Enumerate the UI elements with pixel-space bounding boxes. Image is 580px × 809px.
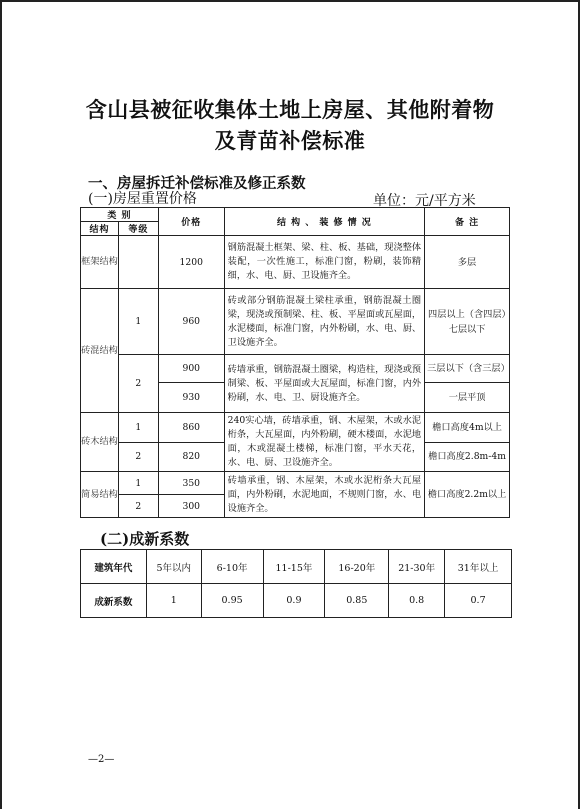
category-brick-concrete: 砖混结构 [81,289,119,413]
age-cell: 6-10年 [201,550,263,584]
age-cell: 21-30年 [389,550,445,584]
age-cell: 16-20年 [325,550,389,584]
header-price: 价格 [158,208,224,236]
document-title-line2: 及青苗补偿标准 [214,128,366,153]
category-frame: 框架结构 [81,236,119,289]
age-cell: 11-15年 [263,550,325,584]
grade-brick-1: 1 [118,289,158,355]
grade-simple-1: 1 [118,472,158,495]
note-wood-1: 檐口高度4m以上 [425,413,510,443]
coefficient-cell: 0.95 [201,584,263,618]
note-brick-1: 四层以上（含四层）七层以下 [425,289,510,355]
category-brick-wood: 砖木结构 [81,413,119,472]
page-number: —2— [88,754,115,765]
desc-brick-1: 砖或部分钢筋混凝土梁柱承重，钢筋混凝土圈梁，现浇或预制梁、柱、板、平屋面或瓦屋面，水泥楼面，标准门窗，内外粉刷，水、电、厨、卫设施齐全。 [224,289,424,355]
header-grade: 等级 [118,222,158,236]
coefficient-cell: 0.7 [445,584,512,618]
label-building-age: 建筑年代 [81,550,147,584]
note-brick-2a: 三层以下（含三层） [425,355,510,383]
price-brick-1: 960 [158,289,224,355]
coefficient-cell: 0.85 [325,584,389,618]
depreciation-coefficient-table [80,549,512,618]
grade-frame-empty [118,236,158,289]
header-description: 结 构 、 装 修 情 况 [224,208,424,236]
grade-simple-2: 2 [118,495,158,518]
replacement-price-table [80,207,510,518]
unit-label: 单位：元/平方米 [373,193,476,209]
category-simple: 简易结构 [81,472,119,518]
subsection-heading-price: (一)房屋重置价格 [88,191,197,207]
desc-brick-2: 砖墙承重，钢筋混凝土圈梁，构造柱，现浇或预制梁、板、平屋面或大瓦屋面，标准门窗，内外粉刷，水、电、卫、厨设施齐全。 [224,355,424,413]
coefficient-cell: 0.8 [389,584,445,618]
grade-wood-2: 2 [118,442,158,472]
grade-brick-2: 2 [118,355,158,413]
age-cell: 5年以内 [146,550,201,584]
age-cell: 31年以上 [445,550,512,584]
desc-simple: 砖墙承重，钢、木屋架，木或水泥桁条大瓦屋面，内外粉刷，水泥地面，不规则门窗，水、电设施齐全。 [224,472,424,518]
header-category: 类 别 [81,208,159,222]
note-wood-2: 檐口高度2.8m-4m [425,442,510,472]
note-brick-2b: 一层平顶 [425,383,510,413]
page-border-top [0,0,580,2]
document-title-line1: 含山县被征收集体土地上房屋、其他附着物 [85,97,495,122]
coefficient-cell: 0.9 [263,584,325,618]
desc-frame: 钢筋混凝土框架、梁、柱、板、基础，现浇整体装配，一次性施工，标准门窗，粉刷，装饰精细，水、电、厨、卫设施齐全。 [224,236,424,289]
note-simple: 檐口高度2.2m以上 [425,472,510,518]
price-simple-1: 350 [158,472,224,495]
coefficient-cell: 1 [146,584,201,618]
subsection-heading-coefficient: (二)成新系数 [100,530,190,548]
label-coefficient: 成新系数 [81,584,147,618]
grade-wood-1: 1 [118,413,158,443]
price-brick-2b: 930 [158,383,224,413]
price-brick-2a: 900 [158,355,224,383]
desc-wood: 240实心墙，砖墙承重，钢、木屋架，木或水泥桁条，大瓦屋面，内外粉刷，硬木楼面，水泥地面，木或混凝土楼梯，标准门窗，平水天花，水、电、厨、卫设施齐全。 [224,413,424,472]
price-simple-2: 300 [158,495,224,518]
section-heading: 一、房屋拆迁补偿标准及修正系数 [88,175,306,192]
price-wood-2: 820 [158,442,224,472]
header-structure: 结构 [81,222,119,236]
note-frame: 多层 [425,236,510,289]
header-note: 备 注 [425,208,510,236]
price-wood-1: 860 [158,413,224,443]
price-frame: 1200 [158,236,224,289]
